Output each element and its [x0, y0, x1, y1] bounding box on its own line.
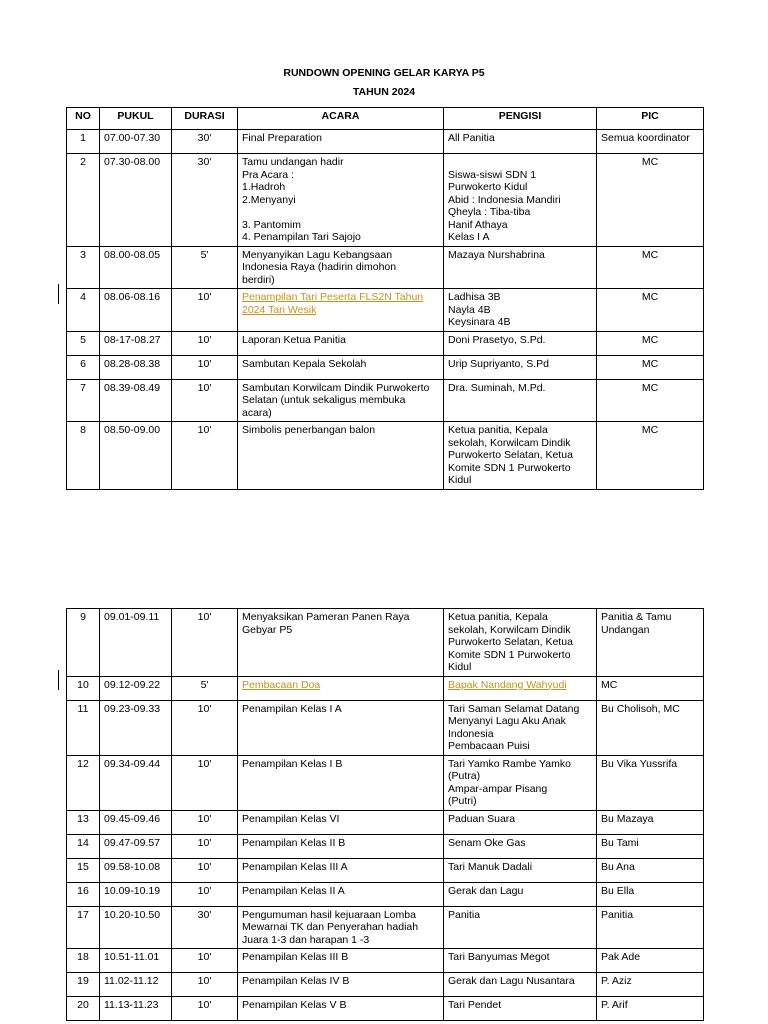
cell-pengisi: Tari Pendet	[444, 997, 597, 1021]
header-durasi: DURASI	[172, 108, 238, 130]
cell-pukul: 10.51-11.01	[100, 949, 172, 973]
cell-pengisi: Ladhisa 3B Nayla 4B Keysinara 4B	[444, 289, 597, 332]
table-row	[67, 755, 704, 810]
cell-durasi: 10'	[172, 609, 238, 677]
cell-pic: Bu Tami	[597, 834, 704, 858]
cell-pukul: 09.58-10.08	[100, 858, 172, 882]
document-title: RUNDOWN OPENING GELAR KARYA P5	[283, 67, 485, 79]
cell-no: 4	[67, 289, 100, 332]
cell-no: 7	[67, 379, 100, 422]
cell-acara: Final Preparation	[238, 130, 444, 154]
cell-pic: Bu Vika Yussrifa	[597, 755, 704, 810]
cell-pic: MC	[597, 379, 704, 422]
cell-pic: MC	[597, 246, 704, 289]
cell-pukul: 07.00-07.30	[100, 130, 172, 154]
cell-pukul: 08.39-08.49	[100, 379, 172, 422]
document-subtitle: TAHUN 2024	[352, 86, 416, 98]
cell-no: 6	[67, 355, 100, 379]
table-row	[67, 973, 704, 997]
cell-durasi: 5'	[172, 246, 238, 289]
cell-durasi: 10'	[172, 355, 238, 379]
cell-pic: Bu Mazaya	[597, 810, 704, 834]
cell-pengisi: Doni Prasetyo, S.Pd.	[444, 331, 597, 355]
cell-acara: Sambutan Kepala Sekolah	[238, 355, 444, 379]
table-row	[67, 906, 704, 949]
cell-no: 12	[67, 755, 100, 810]
cell-durasi: 10'	[172, 422, 238, 490]
cell-durasi: 10'	[172, 973, 238, 997]
text-cursor-marker	[58, 670, 59, 690]
cell-no: 18	[67, 949, 100, 973]
cell-pengisi: Tari Yamko Rambe Yamko (Putra) Ampar-ampar Pisang (Putri)	[444, 755, 597, 810]
cell-acara	[238, 289, 444, 332]
cell-pengisi: Panitia	[444, 906, 597, 949]
table-row	[67, 246, 704, 289]
cell-pic: MC	[597, 422, 704, 490]
cell-pukul: 09.23-09.33	[100, 700, 172, 755]
cell-pengisi: Ketua panitia, Kepala sekolah, Korwilcam Dindik Purwokerto Selatan, Ketua Komite SDN 1 Purwokerto Kidul	[444, 609, 597, 677]
cell-durasi: 10'	[172, 997, 238, 1021]
linked-text[interactable]: Penampilan Tari Peserta FLS2N Tahun 2024 Tari Wesik	[242, 291, 424, 316]
cell-pic: Pak Ade	[597, 949, 704, 973]
cell-pic: MC	[597, 676, 704, 700]
cell-pic: MC	[597, 154, 704, 247]
cell-acara: Penampilan Kelas III A	[238, 858, 444, 882]
cell-no: 15	[67, 858, 100, 882]
cell-pukul: 09.12-09.22	[100, 676, 172, 700]
table-row	[67, 676, 704, 700]
cell-durasi: 10'	[172, 700, 238, 755]
cell-no: 9	[67, 609, 100, 677]
table-row	[67, 130, 704, 154]
cell-pengisi: Siswa-siswi SDN 1 Purwokerto Kidul Abid : Indonesia Mandiri Qheyla : Tiba-tiba Hanif Athaya Kelas I A	[444, 154, 597, 247]
cell-pic: MC	[597, 331, 704, 355]
cell-acara: Penampilan Kelas VI	[238, 810, 444, 834]
cell-pukul: 08.28-08.38	[100, 355, 172, 379]
header-pengisi: PENGISI	[444, 108, 597, 130]
cell-pengisi: Tari Manuk Dadali	[444, 858, 597, 882]
table-row	[67, 154, 704, 247]
cell-pic: MC	[597, 289, 704, 332]
table-header-row	[67, 108, 704, 130]
cell-pukul: 09.34-09.44	[100, 755, 172, 810]
cell-pic: P. Aziz	[597, 973, 704, 997]
cell-pengisi: Senam Oke Gas	[444, 834, 597, 858]
table-row	[67, 834, 704, 858]
cell-pengisi: Dra. Suminah, M.Pd.	[444, 379, 597, 422]
cell-pengisi: All Panitia	[444, 130, 597, 154]
cell-pukul: 08.50-09.00	[100, 422, 172, 490]
cell-no: 13	[67, 810, 100, 834]
cell-pukul: 10.09-10.19	[100, 882, 172, 906]
cell-pukul: 10.20-10.50	[100, 906, 172, 949]
cell-pukul: 08-17-08.27	[100, 331, 172, 355]
table-row	[67, 379, 704, 422]
cell-no: 1	[67, 130, 100, 154]
cell-no: 16	[67, 882, 100, 906]
text-cursor-marker	[58, 284, 59, 304]
cell-acara: Pengumuman hasil kejuaraan Lomba Mewarnai TK dan Penyerahan hadiah Juara 1-3 dan harapan 1 -3	[238, 906, 444, 949]
header-no: NO	[67, 108, 100, 130]
table-row	[67, 810, 704, 834]
cell-pukul: 09.01-09.11	[100, 609, 172, 677]
cell-acara: Penampilan Kelas II B	[238, 834, 444, 858]
cell-acara: Penampilan Kelas I A	[238, 700, 444, 755]
cell-pukul: 07.30-08.00	[100, 154, 172, 247]
cell-pengisi: Gerak dan Lagu Nusantara	[444, 973, 597, 997]
cell-durasi: 10'	[172, 331, 238, 355]
cell-durasi: 10'	[172, 289, 238, 332]
cell-durasi: 10'	[172, 755, 238, 810]
linked-text[interactable]: Bapak Nandang Wahyudi	[448, 678, 567, 691]
cell-no: 17	[67, 906, 100, 949]
cell-pic: Panitia & Tamu Undangan	[597, 609, 704, 677]
cell-pukul: 08.06-08.16	[100, 289, 172, 332]
cell-durasi: 10'	[172, 949, 238, 973]
cell-acara: Penampilan Kelas V B	[238, 997, 444, 1021]
cell-pengisi: Mazaya Nurshabrina	[444, 246, 597, 289]
cell-acara: Penampilan Kelas IV B	[238, 973, 444, 997]
cell-pengisi: Urip Supriyanto, S.Pd	[444, 355, 597, 379]
cell-pukul: 08.00-08.05	[100, 246, 172, 289]
cell-no: 10	[67, 676, 100, 700]
cell-acara	[238, 676, 444, 700]
table-row	[67, 422, 704, 490]
cell-pukul: 09.47-09.57	[100, 834, 172, 858]
header-acara: ACARA	[238, 108, 444, 130]
cell-no: 3	[67, 246, 100, 289]
cell-no: 19	[67, 973, 100, 997]
table-row	[67, 997, 704, 1021]
cell-no: 14	[67, 834, 100, 858]
cell-durasi: 30'	[172, 906, 238, 949]
rundown-table-part-1	[66, 107, 704, 490]
cell-pengisi: Tari Banyumas Megot	[444, 949, 597, 973]
table-row	[67, 331, 704, 355]
cell-acara: Menyaksikan Pameran Panen Raya Gebyar P5	[238, 609, 444, 677]
rundown-table-part-2	[66, 608, 704, 1021]
linked-text[interactable]: Pembacaan Doa	[242, 678, 321, 691]
cell-acara: Menyanyikan Lagu Kebangsaan Indonesia Raya (hadirin dimohon berdiri)	[238, 246, 444, 289]
cell-durasi: 10'	[172, 379, 238, 422]
cell-pengisi: Ketua panitia, Kepala sekolah, Korwilcam Dindik Purwokerto Selatan, Ketua Komite SDN 1 Purwokerto Kidul	[444, 422, 597, 490]
cell-pukul: 11.13-11.23	[100, 997, 172, 1021]
cell-pic: Bu Ana	[597, 858, 704, 882]
cell-pengisi: Paduan Suara	[444, 810, 597, 834]
cell-durasi: 30'	[172, 154, 238, 247]
cell-pic: Semua koordinator	[597, 130, 704, 154]
cell-no: 11	[67, 700, 100, 755]
cell-no: 5	[67, 331, 100, 355]
cell-durasi: 30'	[172, 130, 238, 154]
cell-durasi: 5'	[172, 676, 238, 700]
cell-pengisi: Tari Saman Selamat Datang Menyanyi Lagu Aku Anak Indonesia Pembacaan Puisi	[444, 700, 597, 755]
table-row	[67, 858, 704, 882]
cell-acara: Laporan Ketua Panitia	[238, 331, 444, 355]
cell-pengisi: Gerak dan Lagu	[444, 882, 597, 906]
table-row	[67, 289, 704, 332]
cell-durasi: 10'	[172, 834, 238, 858]
table-row	[67, 700, 704, 755]
header-pukul: PUKUL	[100, 108, 172, 130]
cell-pic: P. Arif	[597, 997, 704, 1021]
cell-no: 8	[67, 422, 100, 490]
cell-pic: Bu Ella	[597, 882, 704, 906]
cell-acara: Penampilan Kelas II A	[238, 882, 444, 906]
cell-pukul: 09.45-09.46	[100, 810, 172, 834]
cell-acara: Simbolis penerbangan balon	[238, 422, 444, 490]
cell-durasi: 10'	[172, 810, 238, 834]
cell-pukul: 11.02-11.12	[100, 973, 172, 997]
cell-acara: Penampilan Kelas I B	[238, 755, 444, 810]
cell-pic: MC	[597, 355, 704, 379]
cell-durasi: 10'	[172, 858, 238, 882]
header-pic: PIC	[597, 108, 704, 130]
table-row	[67, 882, 704, 906]
cell-no: 20	[67, 997, 100, 1021]
cell-pengisi	[444, 676, 597, 700]
table-row	[67, 949, 704, 973]
table-row	[67, 609, 704, 677]
cell-no: 2	[67, 154, 100, 247]
cell-acara: Tamu undangan hadir Pra Acara : 1.Hadroh 2.Menyanyi 3. Pantomim 4. Penampilan Tari Sajojo	[238, 154, 444, 247]
cell-acara: Penampilan Kelas III B	[238, 949, 444, 973]
cell-pic: Bu Cholisoh, MC	[597, 700, 704, 755]
cell-acara: Sambutan Korwilcam Dindik Purwokerto Selatan (untuk sekaligus membuka acara)	[238, 379, 444, 422]
cell-durasi: 10'	[172, 882, 238, 906]
cell-pic: Panitia	[597, 906, 704, 949]
table-row	[67, 355, 704, 379]
